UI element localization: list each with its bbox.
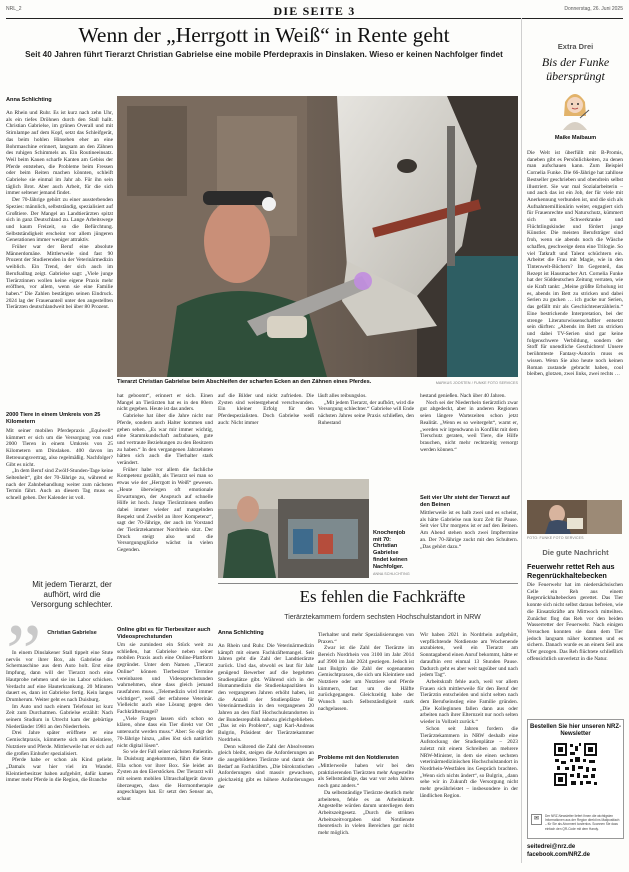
vet-car-photo	[218, 479, 369, 578]
main-column-2b	[117, 642, 213, 803]
paragraph: Arbeitskraft fehle auch, weil vor allem Frauen sich mittlerweile für den Beruf der Tierärztin entscheiden und nicht selten nach dem Berufseinstieg eine Familie gründen. „Die Kolleginnen fallen dann aus oder arbeiten nach ihrer Elternzeit nur noch selten wieder in Vollzeit zurück.“	[420, 678, 518, 726]
good-news-text: Die Feuerwehr hat im niedersächsischen Celle ein Reh aus einem Regenrückhaltebecken gerettet. Das Tier konnte sich nicht selbst daraus befreien, wie die Einsatzkräfte am Mittwoch mitteilten. Zunächst flog das Reh vor den beiden Wasserretter der Feuerwehr. Nach einigen Versuchen konnten sie dann dem Tier jedoch langsam näher kommen und es sichern. Danach wurde es an einem Seil ans Ufer gezogen. Das Reh flüchtete schließlich offensichtlich unverletzt in die Natur.	[527, 582, 623, 662]
paragraph: läuft alles reibungslos.	[318, 393, 367, 399]
newsletter-title: Bestellen Sie hier unseren NRZ-Newsletter	[529, 724, 622, 738]
paragraph: „Mittlerweile haben wir bei den praktizierenden Tierärzten mehr Angestellte als Selbstständige, das war vor zehn Jahren noch ganz anders.“	[318, 763, 414, 790]
paragraph: auf die Bilder und nickt zufrieden. Die Zysten sind weitestgehend verschwunden. Ein kleiner Erfolg für den Pferdespezialisten. Doch Gabrielse weiß auch: Nicht immer	[218, 393, 314, 426]
qr-code-icon[interactable]	[553, 742, 598, 787]
contact-facebook-link[interactable]: facebook.com/NRZ.de	[527, 852, 591, 858]
main-column-4	[318, 393, 414, 427]
second-author: Anna Schlichting	[218, 630, 264, 636]
paragraph: Pferde habe er schon als Kind geliebt. „Damals war hier viel im Wandel. Kleintierbesitzer haben aufgehört, dafür kamen immer mehr Pferde in die Region, die Branche	[6, 757, 113, 784]
subheading: Seit vier Uhr steht der Tierarzt auf den Beinen	[420, 495, 510, 508]
contact-email-link[interactable]: seitedrei@nrz.de	[527, 844, 576, 850]
paragraph: Noch sei der Niederrhein tierärztlich zwar gut abgedeckt, aber in anderen Regionen seien längere Wartezeiten schon jetzt Realität. „Wenn es so weitergeht“, warnt er, „werden wir irgendwann in Konflikt mit dem Tierschutz geraten, weil Tiere, die Hilfe brauchen, nicht mehr rechtzeitig versorgt werden können.“	[420, 399, 518, 453]
paragraph: An Rhein und Ruhr. Es ist kurz nach zehn Uhr, als ein tiefes Dröhnen durch den Stall hallt. Christian Gabrielse, im grünen Overall und mit Stirnlampe auf dem Kopf, setzt das Schleifgerät, das beim hohlen Hinsehen eher an eine Bohrmaschine erinnert, langsam an den Zähnen des ruhigen Schimmels an. Ein Routineeinsatz. Weil beim Kauen scharfe Kanten am Gebiss der Pferde entstehen, die Probleme beim Fressen oder beim Reiten machen könnten, schleift Gabrielse sie einmal im Jahr ab. Für ihn sein täglich Brot. Aber auch Arbeit, für die sich immer seltener jemand findet.	[6, 110, 113, 197]
paragraph: „Viele Fragen lassen sich schon so klären, ohne dass ein Tier direkt vor Ort untersucht werden muss.“ Aber: So eigt der 70-Jährige hinzu, „alles löst sich natürlich nicht digital lösen“.	[117, 715, 213, 749]
paragraph: hat geboomt“, erinnert er sich. Einen Mangel an Tierärzten hat es in den 80ern nicht gegeben. Heute ist das anders.	[117, 393, 213, 413]
page-code: NRL_2	[6, 6, 22, 12]
top-rule	[6, 18, 623, 19]
section-title: DIE SEITE 3	[273, 4, 356, 18]
paragraph: Denn während die Zahl der Absolventen gleich bleibt, steigen die Anforderungen an die ausgebildeten Tierärzte und damit der Bedarf an Fachkräften. „Die bürokratischen Anforderungen sind massiv gewachsen, gleichzeitig gibt es höhere Anforderungen der	[218, 743, 314, 790]
main-column-3	[218, 393, 314, 427]
paragraph: Mit seiner mobilen Pferdepraxis „Equiwell“ kümmert er sich um die Versorgung von rund 2000 Tieren in einem Umkreis von 25 Kilometern um Dinslaken. 400 davon im Betreuungsvertrag, also regelmäßig. Nachfolger? Gibt es nicht.	[6, 428, 113, 468]
second-column-3	[420, 632, 518, 800]
main-author: Anna Schlichting	[6, 97, 52, 103]
second-subheadline: Tierärztekammern fordern sechsten Hochschulstandort in NRW	[284, 614, 481, 621]
sidebar-photo-credit: FOTO: FUNKE FOTO SERVICES	[527, 536, 584, 540]
author-reading-photo	[527, 500, 622, 534]
paragraph: Zwar ist die Zahl der Tierärzte im Bereich Nordrhein von 3100 im Jahr 2014 auf 3900 im Jahr 2024 gestiegen. Jedoch ist laut Bulgrin die Zahl der sogenannten Gemischtpraxen, die sich um Kleintiere und Nutztiere oder um Nutztiere und Pferde kümmern, fast um die Hälfte zurückgegangen. Gleichzeitig habe der Wunsch nach Selbstständigkeit stark nachgelassen.	[318, 645, 414, 712]
quote-mark-icon: „	[6, 564, 42, 652]
author-portrait-icon	[559, 88, 591, 130]
second-column-2b	[318, 763, 414, 837]
main-photo-caption: Tierarzt Christian Gabrielse beim Abschleifen der scharfen Ecken an den Zähnen eines Pferdes.	[117, 379, 372, 385]
paragraph: Mittlerweile ist es halb zwei und es scheint, als hätte Gabrielse nun kurz Zeit für Pause. Seit vier Uhr morgens ist er auf den Beinen. Am Abend stehen noch zwei Impftermine an. Der 70-Jährige zuckt mit den Schultern. „Das gehört dazu.“	[420, 510, 518, 550]
paragraph: Drei Jahre später eröffnete er eine Gemischtpraxis, kümmerte sich um Kleintiere, Nutztiere und Pferde. Mittlerweile hat er sich auf die großen Einhufer spezialisiert.	[6, 730, 113, 757]
issue-date: Donnerstag, 26. Juni 2025	[564, 6, 623, 12]
sidebar-photo	[527, 500, 622, 534]
paragraph: Im Auto und nach einem Telefonat ist kurz Zeit zum Durchatmen. Gabrielse erzählt: Nach seinem Studium in Utrecht kam der gebürtige Niederländer 1981 an den Niederrhein.	[6, 703, 113, 730]
extra-drei-author: Maike Maibaum	[554, 135, 597, 141]
paragraph: Da selbstständige Tierärzte deutlich mehr arbeiteten, fehle es an Arbeitskraft. Angestellte würden darum unterliegen dem Arbeitszeitgesetz. „Durch die strikten Arbeitszeitvorgaben sind Notdienste theoretisch in vielen Bereichen gar nicht mehr möglich.	[318, 789, 414, 837]
main-column-1	[6, 110, 113, 311]
secondary-photo-caption: Knochenjob mit 70: Christian Gabrielse findet keinen Nachfolger.	[373, 530, 408, 570]
article-divider	[218, 583, 518, 584]
paragraph: „In dem Beruf sind Zwölf-Stunden-Tage keine Seltenheit“, gibt der 70-Jährige zu, während er nach der Zahnbehandlung weiter zum nächsten Termin fährt. Auch an diesem Tag muss es schnell gehen. Der Kalender ist voll.	[6, 468, 113, 502]
contact-info	[527, 843, 623, 859]
good-news-title: Feuerwehr rettet Reh aus Regenrückhaltebecken	[527, 562, 615, 580]
paragraph: Der 70-Jährige gehört zu einer aussterbenden Spezies: männlich, selbstständig, spezialisiert auf Großtiere. Der Mangel an Landtierärzten spitzt sich in ganz Deutschland zu. Lange Arbeitswege und kaum Freizeit, so die Befürchtung. Selbstständigkeit erscheint vor allem jüngeren Generationen immer weniger attraktiv.	[6, 197, 113, 244]
paragraph: hestand genießen. Nach über 40 Jahren.	[420, 393, 506, 399]
secondary-photo-credit: ANNA SCHLICHTING	[373, 572, 410, 576]
main-column-5b	[420, 510, 518, 550]
paragraph: „Mit jedem Tierarzt, der aufhört, wird die Versorgung schlechter.“ Gabrielse will Ende nächsten Jahres seine Praxis schließen, den Ruhestand	[318, 399, 414, 426]
extra-drei-label: Extra Drei	[557, 42, 594, 51]
main-subheadline: Seit 40 Jahren führt Tierarzt Christian Gabrielse eine mobile Pferdepraxis in Dinslaken. Wieso er keinen Nachfolger findet	[25, 50, 503, 59]
extra-drei-title: Bis der Funke übersprüngt	[541, 55, 610, 83]
main-column-5	[420, 393, 518, 453]
subheading: Online gibt es für Tierbesitzer auch Videosprechstunden	[117, 627, 211, 640]
pull-quote: Mit jedem Tierarzt, der aufhört, wird die Versorgung schlechter.	[31, 580, 113, 609]
extra-drei-text: Die Welt ist überfüllt mit B-Promis, daneben gibt es Persönlichkeiten, zu denen man aufschauen kann. Zum Beispiel Cornelia Funke. Die 66-Jährige hat zahllose Bestseller geschrieben und obendrein selbst illustriert. Sie war mal Sozialarbeiterin – und auch das ist ein Job, der für viele mit Anerkennung verbunden ist, und die sich als Aufnahmemillionärin weiter, engagiert sich für Frauenrechte und Naturschutz, kümmert sich um Schwerkranke und Flüchtlingskinder und fördert junge Künstler. Die meisten Berufsträger sind froh, wenn sie abends noch die Wäsche schaffen, geschweige denn eine Trilogie. So viel Tatkraft und Talent schüchtern ein. Arbeitet die Frau mit Magie, wie in den Tintenwelt-Büchern? Im Gegenteil, das Rezept ist Hausmacher Art. Cornelia Funke hat der Süddeutschen Zeitung verraten, wie sie Kraft tankt: „Meine größte Erholung ist es, abends im Bett zu stricken und dabei Serien zu gucken … ich gucke nur Serien, das gefällt mir als Geschichtenerzählerin.“ Eine bestrickende Interpretation, bei der strenge Literaturwissenschaftler entsetzt sein dürften: „Abends im Bett zu stricken und dabei TV-Serien sind gar keine folgenschwere Verbildung, sondern der Stoff für unendliche Geschichten! Unsere berühmteste Fantasy-Autorin muss es wissen. Wenn Sie also heute noch keinen Roman zustande gebracht haben, cool bleiben, glotzen, zwei links, zwei rechts …	[527, 150, 623, 378]
paragraph: Tierhalter und mehr Spezialisierungen von Praxen.“	[318, 632, 414, 645]
main-photo	[117, 96, 518, 377]
main-headline: Wenn der „Herrgott in Weiß“ in Rente geht	[78, 23, 450, 47]
second-headline: Es fehlen die Fachkräfte	[299, 587, 466, 606]
second-column-1	[218, 643, 314, 790]
paragraph: Gabrielse hat über die Jahre nicht nur Pferde, sondern auch Halter kommen und gehen sehen. „Es war mir immer wichtig, eine Stammkundschaft aufzubauen, gute und vertraute Beziehungen zu den Besitzern zu haben.“ In den vergangenen Jahrzehnten hätten sich auch die Tierhalter stark verändert.	[117, 413, 213, 467]
second-column-2	[318, 632, 414, 712]
paragraph: Schon seit Jahren fordern die Tierärztekammern in NRW deshalb eine Aufstockung der Studienplätze – 2023 zuletzt mit einem Schreiben an mehrere NRW-Minister, in dem sie einen sechsten veterinärmedizinischen Hochschulstandort in Nordrhein-Westfalen ins Gespräch brachten. „Wenn sich nichts ändert“, so Bulgrin, „dann sehe wir in Zukunft die Versorgung nicht mehr gewährleistet – insbesondere in der ländlichen Region.	[420, 725, 518, 799]
main-column-2	[117, 393, 213, 554]
secondary-photo	[218, 479, 369, 578]
subheading: Probleme mit den Notdiensten	[318, 755, 399, 761]
paragraph: Wir haben 2021 in Nordrhein aufgehört, verpflichtende Notdienste am Wochenende anzubieten, weil ein Tierarzt am Sonntagabend einen Anruf bekommt, hätte er daraufhin erst einmal 13 Stunden Pause. Dadurch geht es aber weit tagsüber und nach jedem Tag“.	[420, 632, 518, 679]
pull-quote-author: Christian Gabrielse	[47, 630, 97, 636]
sidebar-divider	[521, 18, 522, 863]
paragraph: So wie der Fall seiner nächsten Patientin. In Duisburg angekommen, führt die Stute Ella schon vor ihrer Box. Sie leidet an Zysten an den Eierstöcken. Der Tierarzt will mit seinem mobilen Ultraschallgerät davon überzeugen, dass die Hormontherapie angeschlagen hat. Er setzt den Sensor an, schaut	[117, 749, 213, 803]
newsletter-description: Der NRZ-Newsletter liefert Ihnen die wichtigsten Informationen aus der Region direkt ins Mailpostfach – für Sie als Abonnent kostenlos. Scannen Sie dazu einfach den QR-Code mit dem Handy.	[545, 814, 620, 831]
phone-icon: ✉	[531, 814, 542, 825]
subheading: 2000 Tiere in einem Umkreis von 25 Kilometern	[6, 412, 101, 425]
paragraph: Früher habe vor allem die fachliche Kompetenz gezählt, als Tierarzt sei man so etwas wie der „Herrgott in Weiß“ gewesen. „Heute überwiegen oft emotionale Erwartungen, der Anspruch auf schnelle Hilfe ist hoch. Junge Tierärztinnen stoßen dabei immer wieder auf mangelnden Respekt und Zweifel an ihrer Kompetenz“, sagt der 70-Jährige, der auch im Vorstand der Tierärztekammer Nordrhein sitzt. Der Druck steigt also und die Versorgungsglücke wächst in vielen Gegenden.	[117, 466, 213, 554]
main-column-1b	[6, 428, 113, 502]
vet-horse-photo	[117, 96, 518, 377]
paragraph: In einem Dinslakener Stall tippelt eine Stute nervös vor ihrer Box, als Gabrielse die Schermaschine aus dem Auto holt. Erst eine Impfung, dann will der Tierarzt noch eine Hautprobe nehmen und sie ins Labor schicken. Verdacht auf eine Hauterkrankung. 20 Minuten dauert es, dann ist Gabrielse fertig. Kein langes Drumherum. Weiter geht es nach Duisburg.	[6, 650, 113, 703]
good-news-label: Die gute Nachricht	[542, 548, 609, 557]
main-photo-credit: MARKUS JOOSTEN / FUNKE FOTO SERVICES	[435, 381, 518, 385]
main-column-1c	[6, 650, 113, 784]
paragraph: An Rhein und Ruhr. Die Veterinärmedizin kämpft mit einem Fachkräftemangel. Seit Jahren geht die Zahl der Landtierärzte zurück. Und das, obwohl es laut für Jahr genügend Bewerber auf die begehrten Studienplätze gibt. Während sich in der Humanmedizin die Studienkapazitäten in den vergangenen Jahren erhöht haben, ist die Anzahl der Studienplätze für Veterinärmedizin in den vergangenen 20 Jahren an den fünf Hochschulstandorten in der Bundesrepublik nahezu gleichgeblieben. „Das ist ein Problem“, sagt Karl-Andreas Bulgrin, Präsident der Tierärztekammer Nordrhein.	[218, 643, 314, 743]
paragraph: Um sie zumindest ein Stück weit zu schließen, hat Gabrielse neben seiner mobilen Praxis auch eine Online-Plattform gegründet. Unter dem Namen „Tierarzt Online“ können Tierbesitzer Termine vereinbaren und Videosprechstunden wahrnehmen, ohne dass gleich jemand rausfahren muss. „Telemedizin wird immer wichtiger“, weiß der erfahrene Veterinär. Vielleicht auch eine Lösung gegen den Fachkräftemangel?	[117, 642, 213, 716]
author-illustration	[559, 88, 591, 130]
paragraph: Früher war der Beruf eine absolute Männerdomäne. Mittlerweile sind fast 90 Prozent der Studierenden in der Veterinärmedizin weiblich. Ein Trend, der sich auch im Berufsalltag zeigt. Gabrielse sagt: „Viele junge Tierärztinnen wollen keine eigene Praxis mehr eröffnen, vor allem, wenn sie eine Familie haben.“ Die Zahlen bestätigen seinen Eindruck. 2024 lag der Frauenanteil unter den angestellten Tierärzten deutschlandweit bei über 80 Prozent.	[6, 244, 113, 311]
